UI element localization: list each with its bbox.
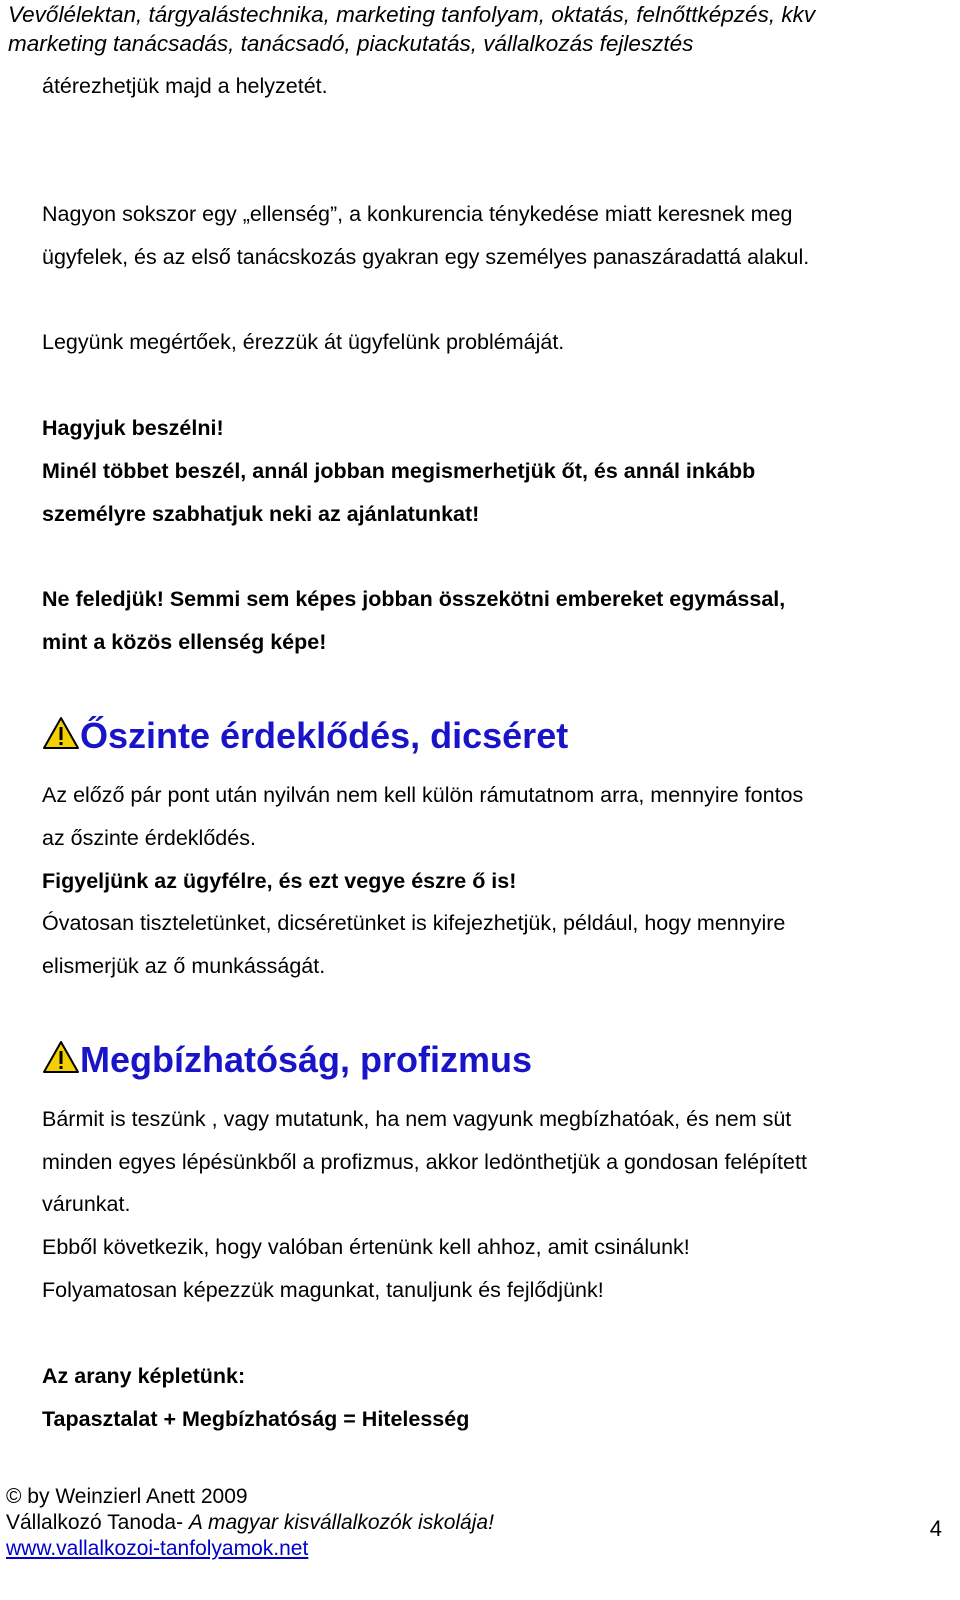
intro-paragraph-line-2: ügyfelek, és az első tanácskozás gyakran egy személyes panaszáradattá alakul. [42,245,810,269]
section1-line-2: az őszinte érdeklődés. [42,826,256,850]
section1-line-1: Az előző pár pont után nyilván nem kell külön rámutatnom arra, mennyire fontos [42,783,804,807]
section-title: Őszinte érdeklődés, dicséret [80,715,569,756]
section-heading-interest [42,714,568,758]
footer-org [6,1510,494,1536]
footer-url-row [6,1536,308,1562]
section2-line-2: minden egyes lépésünkből a profizmus, akkor ledönthetjük a gondosan felépített [42,1150,807,1174]
section2-line-5: Folyamatosan képezzük magunkat, tanuljunk és fejlődjünk! [42,1278,604,1302]
bold-paragraph-line-2: személyre szabhatjuk neki az ajánlatunkat! [42,502,480,526]
page-number: 4 [929,1516,942,1541]
section1-bold-line: Figyeljünk az ügyfélre, és ezt vegye észre ő is! [42,869,517,893]
section-heading-reliability [42,1038,532,1082]
header-line-2: marketing tanácsadás, tanácsadó, piackutatás, vállalkozás fejlesztés [8,31,694,56]
footer-website-link[interactable]: www.vallalkozoi-tanfolyamok.net [6,1537,309,1560]
intro-continuation: átérezhetjük majd a helyzetét. [42,74,328,98]
footer-org-name: Vállalkozó Tanoda- [6,1511,189,1534]
section1-line-4: elismerjük az ő munkásságát. [42,954,326,978]
section-title: Megbízhatóság, profizmus [80,1039,533,1080]
formula: Tapasztalat + Megbízhatóság = Hitelesség [42,1407,470,1431]
section2-line-1: Bármit is teszünk , vagy mutatunk, ha nem vagyunk megbízhatóak, és nem süt [42,1107,792,1131]
bold-let-them-talk: Hagyjuk beszélni! [42,416,224,440]
warning-triangle-icon [42,1040,80,1074]
bold-paragraph-line-1: Minél többet beszél, annál jobban megismerhetjük őt, és annál inkább [42,459,756,483]
footer-copyright: © by Weinzierl Anett 2009 [6,1485,248,1508]
formula-label: Az arany képletünk: [42,1364,246,1388]
section2-line-4: Ebből következik, hogy valóban értenünk kell ahhoz, amit csinálunk! [42,1235,690,1259]
intro-paragraph-line-1: Nagyon sokszor egy „ellenség”, a konkurencia ténykedése miatt keresnek meg [42,202,793,226]
footer-tagline: A magyar kisvállalkozók iskolája! [188,1511,494,1534]
section2-line-3: várunkat. [42,1192,131,1216]
page-header [8,0,815,58]
bold-remember-line-2: mint a közös ellenség képe! [42,630,327,654]
warning-triangle-icon [42,716,80,750]
intro-paragraph-2: Legyünk megértőek, érezzük át ügyfelünk problémáját. [42,330,565,354]
header-line-1: Vevőlélektan, tárgyalástechnika, marketing tanfolyam, oktatás, felnőttképzés, kkv [8,2,816,27]
bold-remember-line-1: Ne feledjük! Semmi sem képes jobban összekötni embereket egymással, [42,587,786,611]
section1-line-3: Óvatosan tiszteletünket, dicséretünket is kifejezhetjük, például, hogy mennyire [42,911,786,935]
